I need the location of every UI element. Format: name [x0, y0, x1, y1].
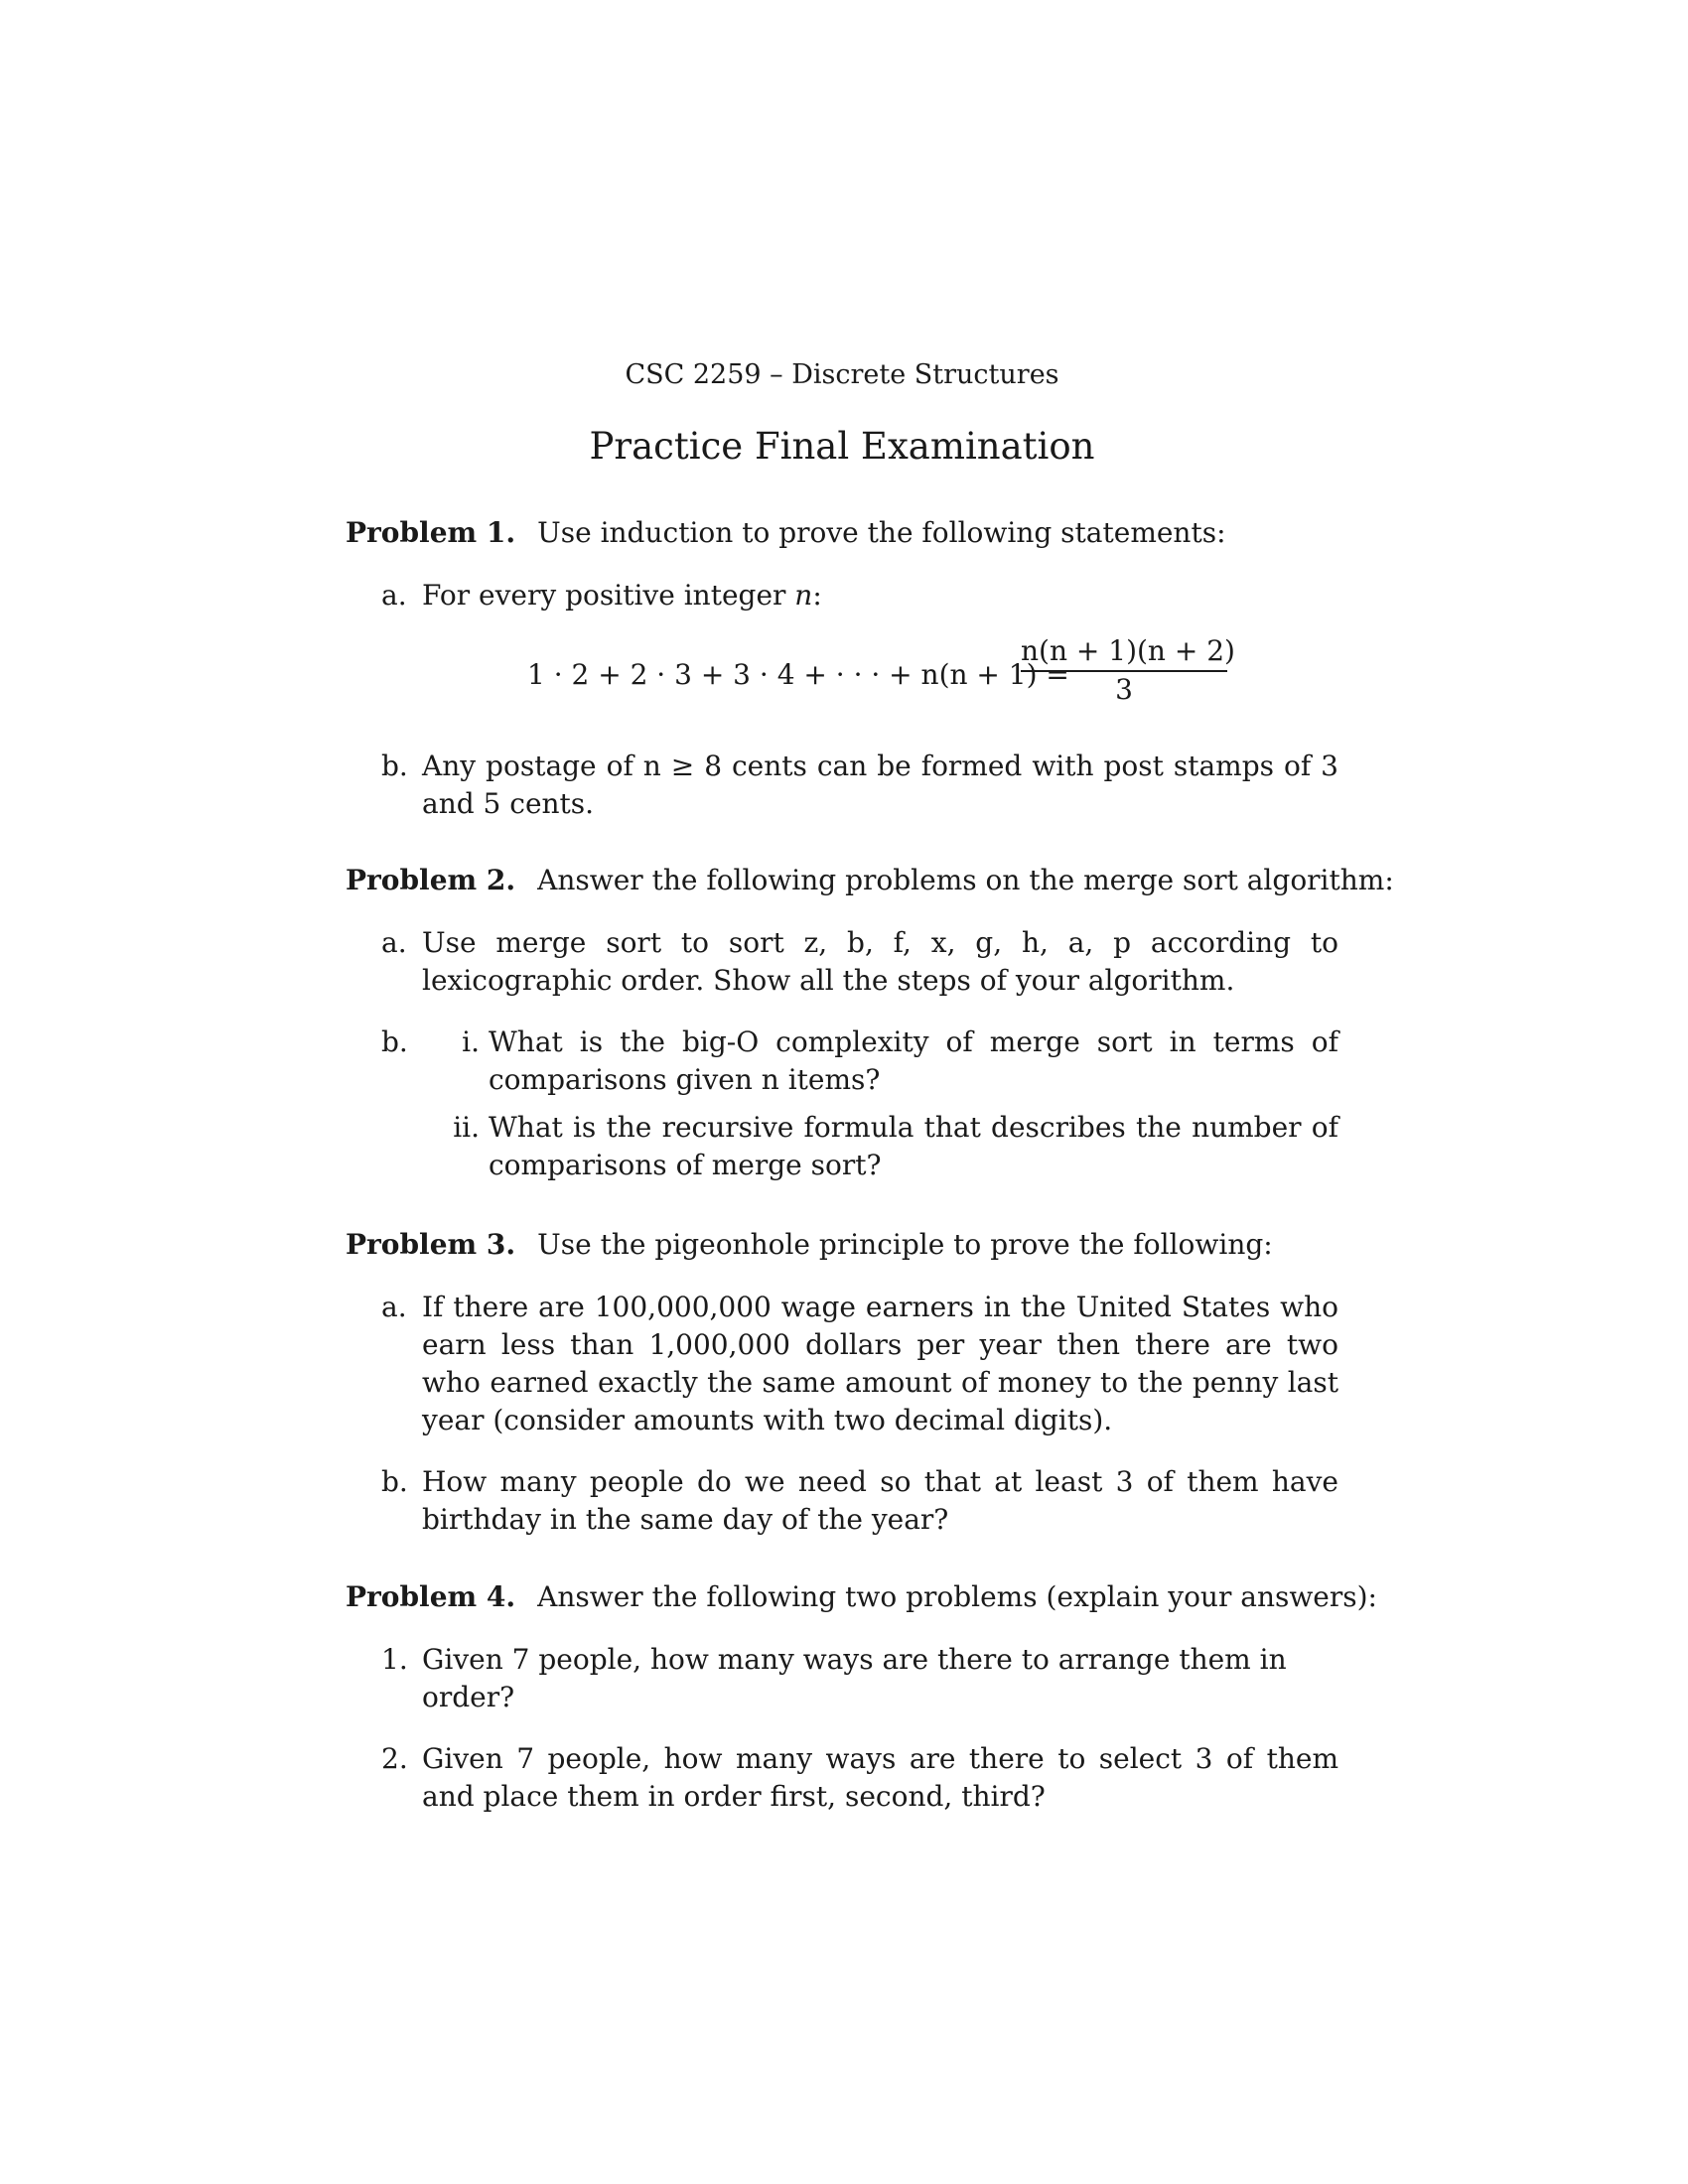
problem-4-label: Problem 4. [346, 1580, 516, 1613]
part-b-i [422, 1024, 1338, 1099]
problem-2-part-b [346, 1024, 1338, 1184]
problem-3-part-b [346, 1463, 1338, 1539]
equation-lhs: 1 · 2 + 2 · 3 + 3 · 4 + · · · + n(n + 1) = [527, 658, 1069, 691]
exam-page [346, 0, 1394, 2184]
part-a-marker: a. [381, 1291, 407, 1323]
part-a-text: For every positive integer [422, 579, 795, 612]
problem-3-label: Problem 3. [346, 1228, 516, 1261]
problem-1-header [346, 514, 1338, 552]
problem-2-header [346, 862, 1394, 899]
part-b-i-text: What is the big-O complexity of merge sort in terms of comparisons given n items? [489, 1025, 1338, 1096]
part-b-ii-text: What is the recursive formula that describes the number of comparisons of merge sort? [489, 1111, 1338, 1181]
problem-1 [346, 514, 1338, 823]
problem-1-label: Problem 1. [346, 516, 516, 549]
induction-equation [346, 632, 1338, 726]
part-a-marker: a. [381, 579, 407, 612]
exam-title: Practice Final Examination [589, 425, 1095, 468]
item-1-marker: 1. [381, 1643, 408, 1676]
problem-4 [346, 1578, 1377, 1816]
part-b-marker: b. [381, 1465, 408, 1498]
part-b-i-marker: i. [462, 1025, 480, 1058]
problem-1-part-a [346, 577, 1338, 614]
part-a-text: If there are 100,000,000 wage earners in the United States who earn less than 1,000,000 dollars per year then there are two who earned exactly the same amount of money to the penny last year (consider amounts with two decimal digits). [422, 1291, 1338, 1436]
part-b-ii [422, 1109, 1338, 1184]
part-b-text: Any postage of n ≥ 8 cents can be formed with post stamps of 3 and 5 cents. [422, 750, 1338, 820]
problem-3-prompt: Use the pigeonhole principle to prove the following: [537, 1228, 1273, 1261]
part-a-marker: a. [381, 926, 407, 959]
part-a-colon: : [812, 579, 822, 612]
equation-numerator: n(n + 1)(n + 2) [1021, 632, 1227, 672]
part-b-text: How many people do we need so that at least 3 of them have birthday in the same day of the year? [422, 1465, 1338, 1536]
problem-2-prompt: Answer the following problems on the merge sort algorithm: [537, 864, 1394, 896]
course-title: CSC 2259 – Discrete Structures [625, 359, 1059, 390]
problem-2 [346, 862, 1394, 1184]
problem-4-item-1 [346, 1641, 1338, 1716]
problem-2-part-a [346, 924, 1338, 1000]
problem-3 [346, 1226, 1338, 1539]
problem-4-item-2 [346, 1740, 1338, 1816]
problem-3-header [346, 1226, 1338, 1264]
problem-1-part-b [346, 748, 1338, 823]
problem-2-label: Problem 2. [346, 864, 516, 896]
equation-denominator: 3 [1115, 673, 1133, 706]
item-1-text: Given 7 people, how many ways are there to arrange them in order? [422, 1643, 1287, 1713]
item-2-marker: 2. [381, 1742, 408, 1775]
problem-1-prompt: Use induction to prove the following statements: [537, 516, 1226, 549]
part-b-marker: b. [381, 750, 408, 782]
problem-4-prompt: Answer the following two problems (explain your answers): [537, 1580, 1377, 1613]
problem-4-header [346, 1578, 1377, 1616]
part-b-ii-marker: ii. [453, 1111, 480, 1144]
equation-fraction [1021, 632, 1235, 708]
part-b-marker: b. [381, 1025, 408, 1058]
item-2-text: Given 7 people, how many ways are there to select 3 of them and place them in order first, second, third? [422, 1742, 1338, 1813]
problem-3-part-a [346, 1289, 1338, 1439]
part-a-variable: n [794, 579, 813, 612]
part-a-text: Use merge sort to sort z, b, f, x, g, h, a, p according to lexicographic order. Show all the steps of your algorithm. [422, 926, 1338, 997]
